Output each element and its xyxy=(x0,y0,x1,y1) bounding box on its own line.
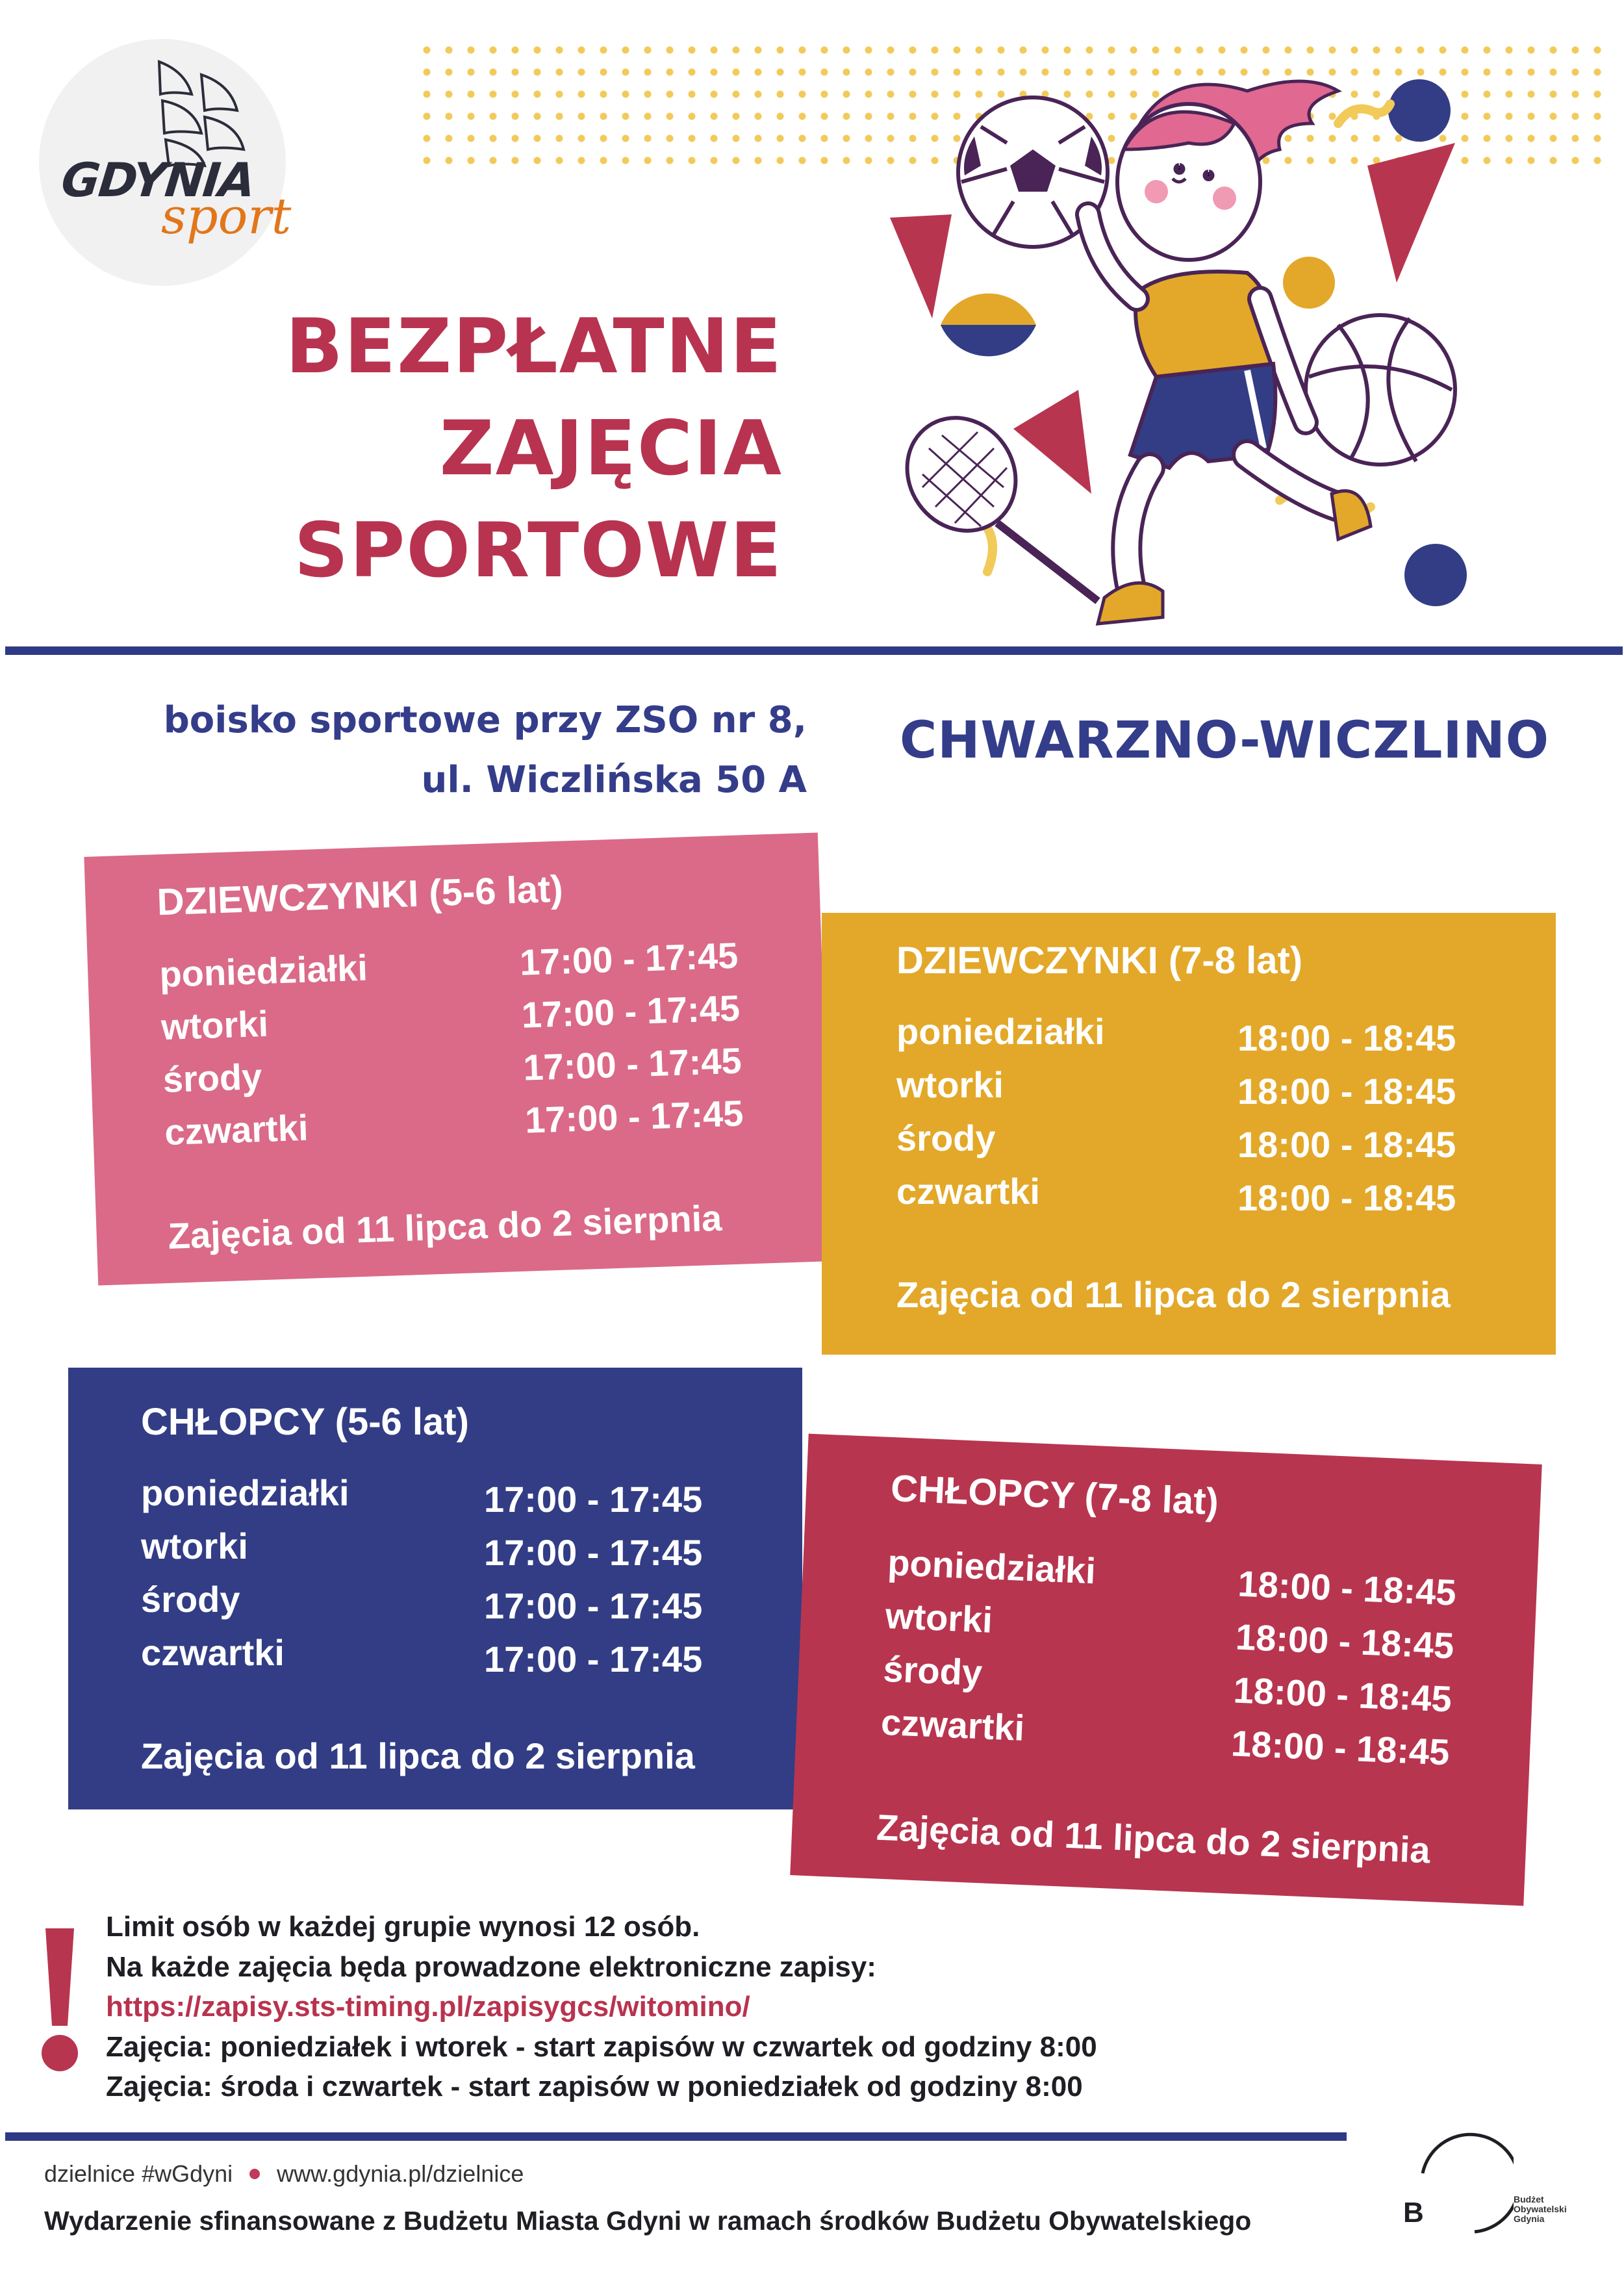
notice-line: Zajęcia: poniedziałek i wtorek - start zapisów w czwartek od godziny 8:00 xyxy=(106,2030,1097,2063)
divider xyxy=(5,2132,1347,2141)
card-footer: Zajęcia od 11 lipca do 2 sierpnia xyxy=(167,1197,723,1257)
day-label: czwartki xyxy=(164,1106,309,1153)
triangle-shape xyxy=(1013,390,1091,494)
day-label: poniedziałki xyxy=(896,1011,1105,1052)
day-label: wtorki xyxy=(896,1064,1004,1105)
footer-url[interactable]: www.gdynia.pl/dzielnice xyxy=(277,2160,524,2187)
time-label: 17:00 - 17:45 xyxy=(520,987,741,1036)
time-label: 18:00 - 18:45 xyxy=(1237,1177,1456,1218)
day-label: środy xyxy=(162,1056,263,1101)
time-label: 17:00 - 17:45 xyxy=(522,1040,742,1088)
bo-letter: B xyxy=(1403,2197,1424,2229)
day-label: poniedziałki xyxy=(887,1541,1097,1592)
navy-ball-icon xyxy=(1404,544,1467,606)
footer-tag: dzielnice #wGdyni xyxy=(44,2160,233,2187)
notice-line: Na każde zajęcia będa prowadzone elektroniczne zapisy: xyxy=(106,1950,876,1983)
time-label: 18:00 - 18:45 xyxy=(1237,1563,1457,1613)
venue-line: boisko sportowe przy ZSO nr 8, xyxy=(163,699,807,741)
notice-line: Limit osób w każdej grupie wynosi 12 osób. xyxy=(106,1911,700,1943)
exclamation-icon xyxy=(40,1928,79,2071)
card-footer: Zajęcia od 11 lipca do 2 sierpnia xyxy=(876,1806,1431,1871)
schedule-card-girls-5-6 xyxy=(84,832,831,1285)
time-label: 17:00 - 17:45 xyxy=(484,1639,703,1680)
card-footer: Zajęcia od 11 lipca do 2 sierpnia xyxy=(896,1274,1451,1315)
venue-address xyxy=(164,691,807,810)
time-label: 18:00 - 18:45 xyxy=(1237,1124,1456,1165)
time-label: 18:00 - 18:45 xyxy=(1237,1071,1456,1112)
footer-links xyxy=(44,2160,524,2188)
logo-sport-text: sport xyxy=(161,187,292,245)
bo-line: Obywatelski xyxy=(1514,2204,1567,2214)
basketball-icon xyxy=(1306,315,1455,465)
card-title: DZIEWCZYNKI (7-8 lat) xyxy=(896,939,1303,982)
yellow-dot xyxy=(1283,257,1335,309)
day-label: wtorki xyxy=(884,1594,994,1641)
day-label: czwartki xyxy=(896,1171,1040,1212)
bo-logo-text xyxy=(1514,2195,1567,2224)
district-name: CHWARZNO-WICZLINO xyxy=(900,711,1550,770)
day-label: poniedziałki xyxy=(141,1472,349,1513)
time-label: 17:00 - 17:45 xyxy=(484,1532,703,1573)
girl-sport-illustration xyxy=(883,52,1501,663)
card-title: CHŁOPCY (7-8 lat) xyxy=(889,1467,1220,1524)
day-label: wtorki xyxy=(141,1526,248,1566)
card-footer: Zajęcia od 11 lipca do 2 sierpnia xyxy=(141,1735,695,1776)
day-label: środy xyxy=(882,1648,983,1694)
bo-line: Budżet xyxy=(1514,2194,1544,2204)
time-label: 17:00 - 17:45 xyxy=(484,1479,703,1520)
navy-ball-icon xyxy=(1388,79,1451,142)
venue-line: ul. Wiczlińska 50 A xyxy=(421,759,807,801)
notice-line: Zajęcia: środa i czwartek - start zapisów w poniedziałek od godziny 8:00 xyxy=(106,2071,1083,2102)
schedule-card-boys-7-8 xyxy=(790,1434,1542,1906)
day-label: środy xyxy=(141,1579,240,1620)
funding-note: Wydarzenie sfinansowane z Budżetu Miasta Gdyni w ramach środków Budżetu Obywatelskiego xyxy=(44,2206,1252,2236)
headline-line: SPORTOWE xyxy=(294,507,783,594)
card-title: DZIEWCZYNKI (5-6 lat) xyxy=(156,867,564,924)
day-label: poniedziałki xyxy=(159,947,368,995)
schedule-card-boys-5-6 xyxy=(68,1368,802,1809)
day-label: środy xyxy=(896,1118,996,1158)
triangle-shape xyxy=(1367,143,1455,283)
time-label: 17:00 - 17:45 xyxy=(519,934,739,983)
triangle-shape xyxy=(890,214,952,318)
logo-brand-text: GDYNIA xyxy=(58,153,257,207)
day-label: czwartki xyxy=(880,1701,1026,1748)
bo-line: Gdynia xyxy=(1514,2214,1545,2224)
divider xyxy=(5,646,1623,655)
time-label: 17:00 - 17:45 xyxy=(484,1585,703,1626)
time-label: 17:00 - 17:45 xyxy=(524,1092,744,1141)
headline-line: ZAJĘCIA xyxy=(439,405,783,492)
day-label: wtorki xyxy=(160,1003,269,1048)
time-label: 18:00 - 18:45 xyxy=(1230,1722,1451,1773)
time-label: 18:00 - 18:45 xyxy=(1232,1669,1453,1720)
time-label: 18:00 - 18:45 xyxy=(1237,1017,1456,1058)
bullet-icon xyxy=(249,2169,260,2179)
headline-line: BEZPŁATNE xyxy=(285,303,783,390)
time-label: 18:00 - 18:45 xyxy=(1234,1616,1455,1667)
budzet-obywatelski-logo xyxy=(1397,2125,1514,2242)
headline xyxy=(286,296,783,602)
day-label: czwartki xyxy=(141,1632,285,1673)
notice-block xyxy=(106,1907,1097,2107)
registration-link[interactable]: https://zapisy.sts-timing.pl/zapisygcs/witomino/ xyxy=(106,1991,750,2023)
schedule-card-girls-7-8 xyxy=(822,913,1556,1355)
card-title: CHŁOPCY (5-6 lat) xyxy=(141,1401,469,1443)
